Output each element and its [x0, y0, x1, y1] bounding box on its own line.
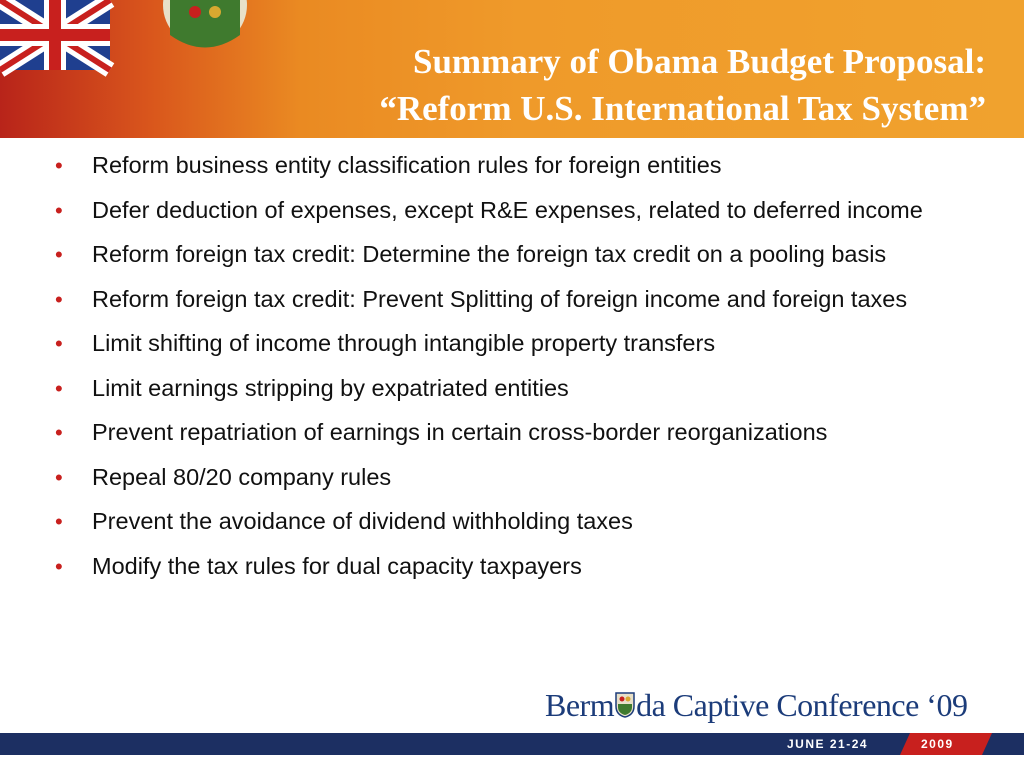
bullet-icon: •	[55, 375, 63, 401]
list-item	[55, 286, 1005, 313]
list-item	[55, 152, 1005, 179]
brand-text-end: da Captive Conference ‘09	[636, 686, 968, 723]
list-item	[55, 553, 1005, 580]
bullet-text: Reform foreign tax credit: Prevent Splitting of foreign income and foreign taxes	[92, 285, 908, 312]
bullet-text: Repeal 80/20 company rules	[92, 463, 392, 490]
bullet-text: Limit earnings stripping by expatriated entities	[92, 374, 569, 401]
bullet-icon: •	[55, 153, 63, 178]
slide-header	[0, 0, 1024, 138]
bullet-text: Reform foreign tax credit: Determine the foreign tax credit on a pooling basis	[92, 241, 887, 267]
bullet-icon: •	[55, 509, 63, 534]
bermuda-flag-graphic	[0, 0, 300, 138]
list-item	[55, 464, 1005, 491]
bullet-text: Limit shifting of income through intangible property transfers	[92, 330, 716, 356]
bermuda-crest-icon	[615, 692, 635, 718]
brand-text-start: Berm	[545, 686, 615, 723]
bullet-icon: •	[55, 553, 63, 579]
bullet-text: Reform business entity classification rules for foreign entities	[92, 152, 722, 178]
bullet-icon: •	[55, 464, 63, 490]
bullet-text: Prevent the avoidance of dividend withholding taxes	[92, 508, 633, 534]
bullet-icon: •	[55, 197, 63, 223]
list-item	[55, 197, 1005, 224]
bullet-icon: •	[55, 420, 63, 445]
conference-year: 2009	[921, 737, 954, 751]
bullet-text: Prevent repatriation of earnings in certain cross-border reorganizations	[92, 419, 828, 445]
list-item	[55, 241, 1005, 268]
bullet-list	[55, 152, 1005, 597]
conference-logo	[545, 684, 967, 726]
bullet-icon: •	[55, 286, 63, 312]
list-item	[55, 508, 1005, 535]
list-item	[55, 419, 1005, 446]
title-line-1: Summary of Obama Budget Proposal:	[413, 42, 986, 81]
footer-bar	[0, 733, 1024, 755]
conference-dates: JUNE 21-24	[787, 737, 869, 751]
list-item	[55, 375, 1005, 402]
title-line-2: “Reform U.S. International Tax System”	[379, 89, 986, 128]
bullet-text: Modify the tax rules for dual capacity taxpayers	[92, 552, 582, 579]
slide-title	[379, 38, 986, 132]
list-item	[55, 330, 1005, 357]
bullet-icon: •	[55, 242, 63, 267]
bullet-text: Defer deduction of expenses, except R&E expenses, related to deferred income	[92, 196, 923, 223]
bullet-icon: •	[55, 331, 63, 356]
